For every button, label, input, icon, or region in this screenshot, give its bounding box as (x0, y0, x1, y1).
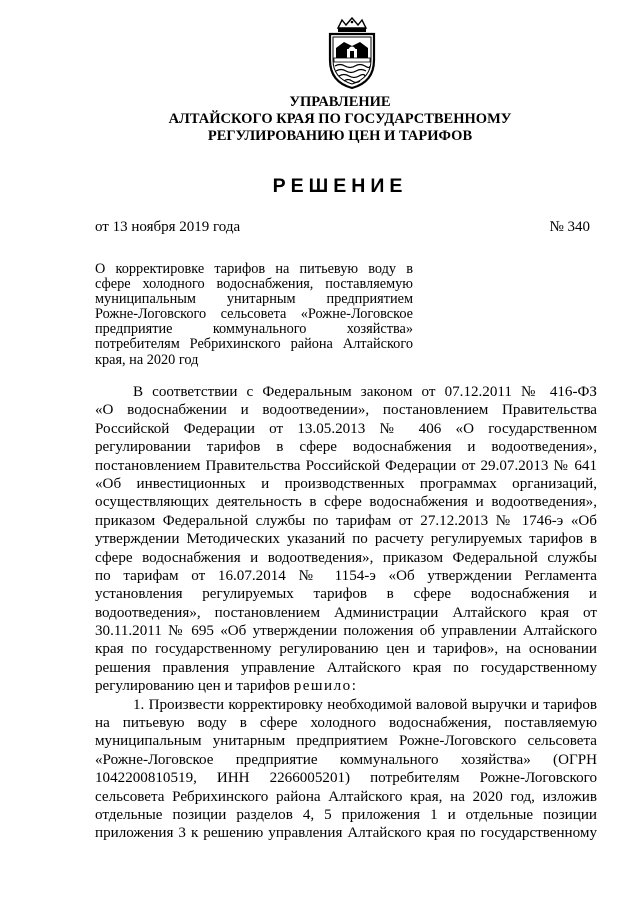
body-line: утверждении Методических указаний по расчету регулируемых тарифов в (95, 531, 597, 548)
body-line: края по государственному регулированию цен и тарифов», на основании (95, 641, 597, 658)
document-date: от 13 ноября 2019 года (95, 219, 241, 235)
subject-line: края, на 2020 год (95, 351, 199, 368)
body-line: «Об инвестиционных и производственных программах организаций, (95, 475, 597, 492)
document-title: РЕШЕНИЕ (272, 175, 408, 197)
decision-body (95, 383, 597, 843)
body-line: отдельные позиции разделов 4, 5 приложения 1 и отдельные позиции (95, 806, 597, 823)
body-line: 1042200810519, ИНН 2266005201) потребителям Рожне-Логовского (95, 770, 597, 787)
body-line: муниципальным унитарным предприятием Рожне-Логовского сельсовета (95, 733, 597, 750)
body-line: решения правления управление Алтайского края по государственному (95, 659, 597, 676)
body-line: сельсовета Ребрихинского района Алтайского края, на 2020 год, изложив (95, 788, 597, 805)
body-line: установления регулируемых тарифов в сфере водоснабжения и (95, 586, 597, 603)
body-line: водоотведения», постановлением Администрации Алтайского края от (95, 604, 597, 621)
agency-line-3: РЕГУЛИРОВАНИЮ ЦЕН И ТАРИФОВ (207, 128, 473, 144)
resolved-word: решило (293, 678, 352, 695)
subject-line: предприятие коммунального хозяйства» (95, 321, 413, 338)
agency-name (40, 94, 639, 145)
body-line: сфере водоснабжения и водоотведения», приказом Федеральной службы (95, 549, 597, 566)
subject-line: Рожне-Логовского сельсовета «Рожне-Логовское (95, 306, 413, 323)
decision-subject (95, 262, 413, 368)
body-line: приказом Федеральной службы по тарифам от 27.12.2013 № 1746-э «Об (95, 512, 597, 529)
document-number: № 340 (549, 219, 590, 235)
coat-of-arms-icon (322, 16, 382, 90)
body-line: осуществляющих деятельность в сфере водоснабжения и водоотведения», (95, 494, 597, 511)
body-line: регулировании тарифов в сфере водоснабжения и водоотведения», (95, 439, 597, 456)
body-line: В соответствии с Федеральным законом от 07.12.2011 № 416-ФЗ (133, 384, 597, 400)
resolved-colon: : (351, 678, 356, 695)
body-line: на питьевую воду в сфере холодного водоснабжения, поставляемую (95, 715, 597, 732)
body-line: приложения 3 к решению управления Алтайского края по государственному (95, 825, 597, 842)
body-line: «О водоснабжении и водоотведении», постановлением Правительства (95, 402, 597, 419)
body-line: постановлением Правительства Российской Федерации от 29.07.2013 № 641 (95, 457, 597, 474)
body-line-text: регулированию цен и тарифов (95, 678, 290, 695)
subject-line: сфере холодного водоснабжения, поставляемую (95, 276, 413, 293)
body-line: 30.11.2011 № 695 «Об утверждении положения об управлении Алтайского (95, 623, 597, 640)
body-line: 1. Произвести корректировку необходимой валовой выручки и тарифов (133, 696, 597, 713)
agency-line-2: АЛТАЙСКОГО КРАЯ ПО ГОСУДАРСТВЕННОМУ (168, 111, 512, 127)
body-line: «Рожне-Логовское предприятие коммунального хозяйства» (ОГРН (95, 751, 597, 768)
agency-line-1: УПРАВЛЕНИЕ (289, 94, 391, 110)
subject-line: муниципальным унитарным предприятием (95, 291, 413, 308)
subject-line: потребителям Ребрихинского района Алтайского (95, 336, 413, 353)
subject-line: О корректировке тарифов на питьевую воду в (95, 261, 413, 277)
body-line: по тарифам от 16.07.2014 № 1154-э «Об утверждении Регламента (95, 567, 597, 584)
body-line: Российской Федерации от 13.05.2013 № 406 «О государственном (95, 420, 597, 437)
body-line-resolved (95, 677, 597, 695)
